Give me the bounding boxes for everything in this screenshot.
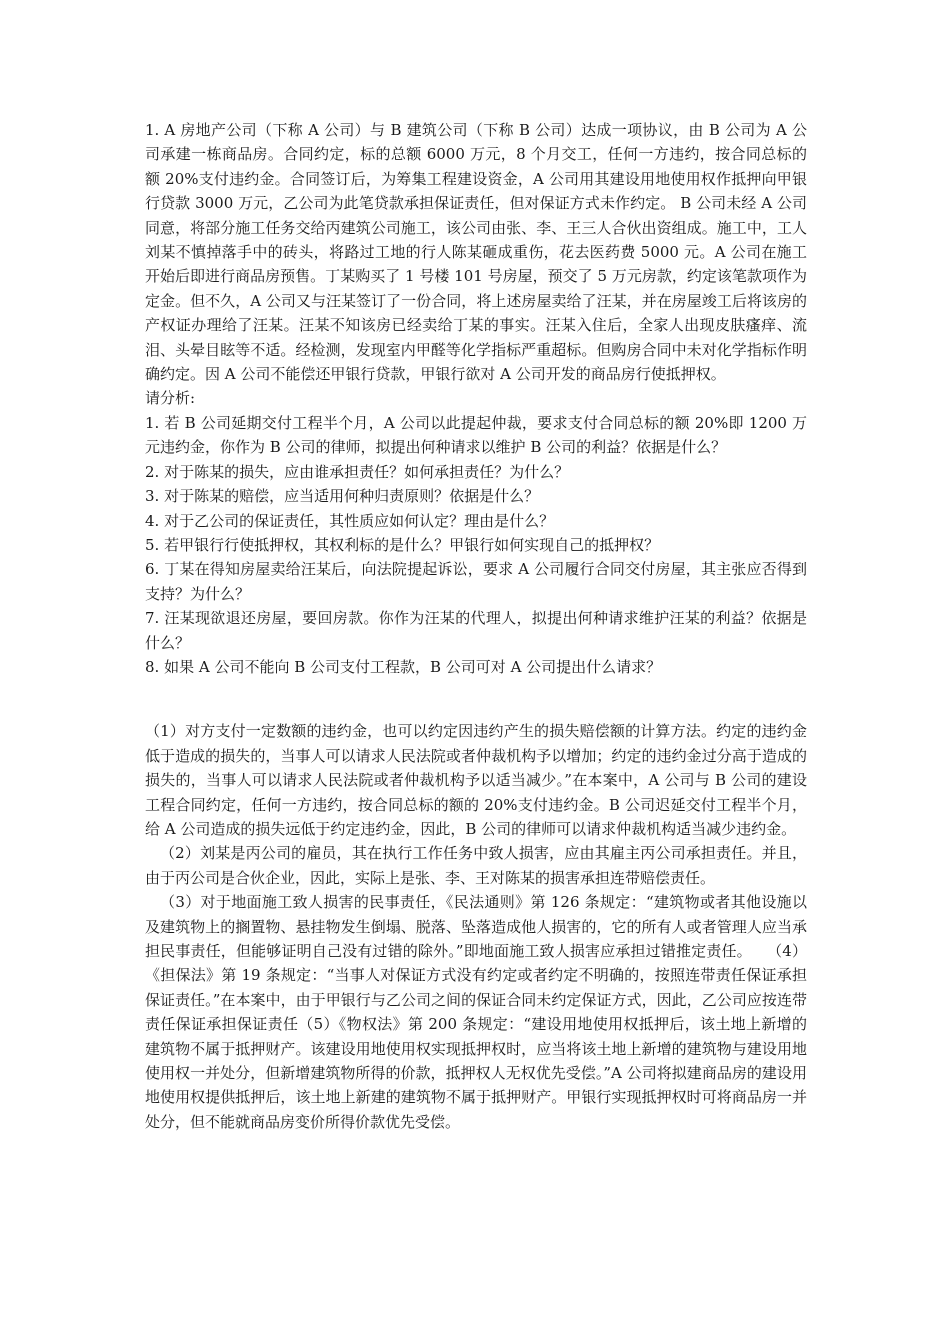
answer-2: （2）刘某是丙公司的雇员，其在执行工作任务中致人损害，应由其雇主丙公司承担责任。并且，由于丙公司是合伙企业，因此，实际上是张、李、王对陈某的损害承担连带赔偿责任。 xyxy=(145,844,807,887)
question-8: 8. 如果 A 公司不能向 B 公司支付工程款，B 公司可对 A 公司提出什么请求？ xyxy=(145,657,662,676)
question-6: 6. 丁某在得知房屋卖给汪某后，向法院提起诉讼，要求 A 公司履行合同交付房屋，其主张应否得到支持？为什么？ xyxy=(145,560,807,603)
question-4: 4. 对于乙公司的保证责任，其性质应如何认定？理由是什么？ xyxy=(145,511,555,530)
question-3: 3. 对于陈某的赔偿，应当适用何种归责原则？依据是什么？ xyxy=(145,487,540,506)
document-page xyxy=(145,118,807,1134)
section-spacer xyxy=(145,679,807,719)
case-paragraph: 1. A 房地产公司（下称 A 公司）与 B 建筑公司（下称 B 公司）达成一项协议，由 B 公司为 A 公司承建一栋商品房。合同约定，标的总额 6000 万元，8 个月交工，任何一方违约，按合同总标的额 20%支付违约金。合同签订后，为筹集工程建设资金，A 公司用其建设用地使用权作抵押向甲银行贷款 3000 万元，乙公司为此笔贷款承担保证责任，但对保证方式未作约定。 B 公司未经 A 公司同意，将部分施工任务交给丙建筑公司施工，该公司由张、李、王三人合伙出资组成。施工中，工人刘某不慎掉落手中的砖头，将路过工地的行人陈某砸成重伤，花去医药费 5000 元。A 公司在施工开始后即进行商品房预售。丁某购买了 1 号楼 101 号房屋，预交了 5 万元房款，约定该笔款项作为定金。但不久，A 公司又与汪某签订了一份合同，将上述房屋卖给了汪某，并在房屋竣工后将该房的产权证办理给了汪某。汪某不知该房已经卖给丁某的事实。汪某入住后，全家人出现皮肤瘙痒、流泪、头晕目眩等不适。经检测，发现室内甲醛等化学指标严重超标。但购房合同中未对化学指标作明确约定。因 A 公司不能偿还甲银行贷款，甲银行欲对 A 公司开发的商品房行使抵押权。 xyxy=(145,121,807,384)
answer-1: （1）对方支付一定数额的违约金，也可以约定因违约产生的损失赔偿额的计算方法。约定的违约金低于造成的损失的，当事人可以请求人民法院或者仲裁机构予以增加；约定的违约金过分高于造成的损失的，当事人可以请求人民法院或者仲裁机构予以适当减少。”在本案中，A 公司与 B 公司的建设工程合同约定，任何一方违约，按合同总标的额的 20%支付违约金。B 公司迟延交付工程半个月，给 A 公司造成的损失远低于约定违约金，因此，B 公司的律师可以请求仲裁机构适当减少违约金。 xyxy=(145,722,807,838)
answer-3-4-5: （3）对于地面施工致人损害的民事责任，《民法通则》第 126 条规定：“建筑物或者其他设施以及建筑物上的搁置物、悬挂物发生倒塌、脱落、坠落造成他人损害的，它的所有人或者管理人应当承担民事责任，但能够证明自己没有过错的除外。”即地面施工致人损害应承担过错推定责任。 （4）《担保法》第 19 条规定：“当事人对保证方式没有约定或者约定不明确的，按照连带责任保证承担保证责任。”在本案中，由于甲银行与乙公司之间的保证合同未约定保证方式，因此，乙公司应按连带责任保证承担保证责任（5）《物权法》第 200 条规定：“建设用地使用权抵押后，该土地上新增的建筑物不属于抵押财产。该建设用地使用权实现抵押权时，应当将该土地上新增的建筑物与建设用地使用权一并处分，但新增建筑物所得的价款，抵押权人无权优先受偿。”A 公司将拟建商品房的建设用地使用权提供抵押后，该土地上新建的建筑物不属于抵押财产。甲银行实现抵押权时可将商品房一并处分，但不能就商品房变价所得价款优先受偿。 xyxy=(145,893,807,1131)
question-7: 7. 汪某现欲退还房屋，要回房款。你作为汪某的代理人，拟提出何种请求维护汪某的利益？依据是什么？ xyxy=(145,609,807,652)
analysis-prompt: 请分析: xyxy=(145,389,196,408)
question-2: 2. 对于陈某的损失，应由谁承担责任？如何承担责任？为什么？ xyxy=(145,462,570,481)
question-1: 1. 若 B 公司延期交付工程半个月，A 公司以此提起仲裁，要求支付合同总标的额 20%即 1200 万元违约金，你作为 B 公司的律师，拟提出何种请求以维护 B 公司的利益？依据是什么？ xyxy=(145,413,807,457)
question-5: 5. 若甲银行行使抵押权，其权利标的是什么？甲银行如何实现自己的抵押权？ xyxy=(145,535,660,554)
